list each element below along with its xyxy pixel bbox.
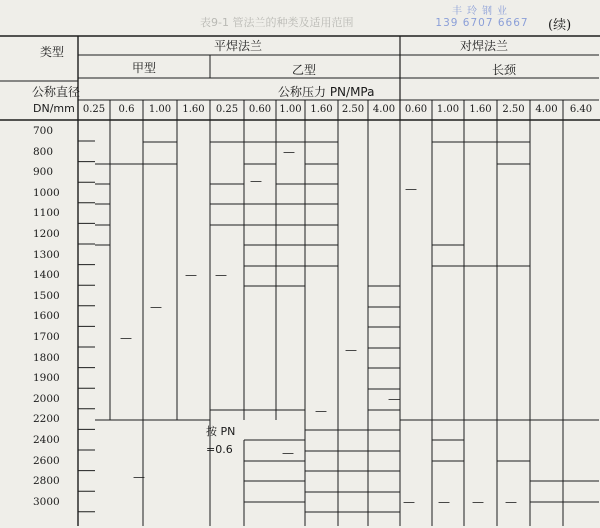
diameter-1700: 1700 <box>33 331 60 343</box>
diameter-1300: 1300 <box>33 248 60 261</box>
pressure-2: 1.00 <box>148 104 172 115</box>
na-dash-8: — <box>388 392 400 406</box>
note-pn-line2: =0.6 <box>206 443 233 456</box>
diameter-1400: 1400 <box>33 269 60 282</box>
stamp-company: 丰玲钢业 <box>452 6 512 17</box>
diameter-2200: 2200 <box>33 413 60 426</box>
diameter-1500: 1500 <box>33 289 60 302</box>
na-dash-4: — <box>215 268 227 282</box>
diameter-3000: 3000 <box>33 495 60 508</box>
pressure-3: 1.60 <box>182 104 205 115</box>
diameter-1900: 1900 <box>33 372 60 385</box>
pressure-5: 0.60 <box>248 104 272 115</box>
pressure-9: 4.00 <box>372 104 396 115</box>
pressure-4: 0.25 <box>215 104 239 115</box>
diameter-2000: 2000 <box>33 392 60 405</box>
dn-label-unit: DN/mm <box>33 102 75 115</box>
stamp-phone: 139 6707 6667 <box>435 17 529 29</box>
pressure-8: 2.50 <box>341 104 365 115</box>
pn-header: 公称压力 PN/MPa <box>278 85 375 99</box>
note-pn-line1: 按 PN <box>206 425 236 438</box>
pressure-0: 0.25 <box>82 104 106 115</box>
bleed-through-title: 表9-1 管法兰的种类及适用范围 <box>200 16 354 29</box>
pressure-10: 0.60 <box>404 104 428 115</box>
flat-weld-header: 平焊法兰 <box>214 39 263 53</box>
diameter-2400: 2400 <box>33 434 60 446</box>
na-dash-12: — <box>403 495 415 509</box>
na-dash-6: — <box>120 331 132 345</box>
pressure-6: 1.00 <box>279 104 302 115</box>
diameter-1800: 1800 <box>33 351 60 364</box>
na-dash-9: — <box>315 404 327 418</box>
na-dash-11: — <box>133 470 145 484</box>
type-a-header: 甲型 <box>132 61 157 75</box>
na-dash-13: — <box>438 495 450 509</box>
na-dash-5: — <box>150 300 162 314</box>
pressure-11: 1.00 <box>436 104 460 115</box>
na-dash-1: — <box>250 174 262 188</box>
diameter-1100: 1100 <box>33 207 60 220</box>
diameter-1000: 1000 <box>33 186 60 199</box>
diameter-800: 800 <box>33 145 54 158</box>
butt-weld-header: 对焊法兰 <box>460 39 509 53</box>
continued-label: (续) <box>548 18 572 33</box>
pressure-14: 4.00 <box>535 104 558 115</box>
na-dash-10: — <box>282 446 294 460</box>
diameter-2800: 2800 <box>33 475 60 488</box>
diameter-1200: 1200 <box>33 228 60 240</box>
pressure-7: 1.60 <box>310 104 333 115</box>
diameter-1600: 1600 <box>33 310 60 323</box>
pressure-12: 1.60 <box>469 104 492 115</box>
dn-label-cn: 公称直径 <box>32 85 81 99</box>
na-dash-3: — <box>185 268 197 282</box>
na-dash-7: — <box>345 343 357 357</box>
diameter-2600: 2600 <box>33 454 60 467</box>
long-neck-header: 长颈 <box>492 63 517 77</box>
pressure-1: 0.6 <box>118 104 135 115</box>
na-dash-0: — <box>283 145 295 159</box>
na-dash-2: — <box>405 182 417 196</box>
type-b-header: 乙型 <box>292 63 317 77</box>
na-dash-15: — <box>505 495 517 509</box>
na-dash-14: — <box>472 495 484 509</box>
pressure-15: 6.40 <box>569 104 593 115</box>
diameter-900: 900 <box>33 166 54 179</box>
type-header: 类型 <box>40 45 65 59</box>
pressure-13: 2.50 <box>502 104 525 115</box>
diameter-700: 700 <box>33 125 54 137</box>
